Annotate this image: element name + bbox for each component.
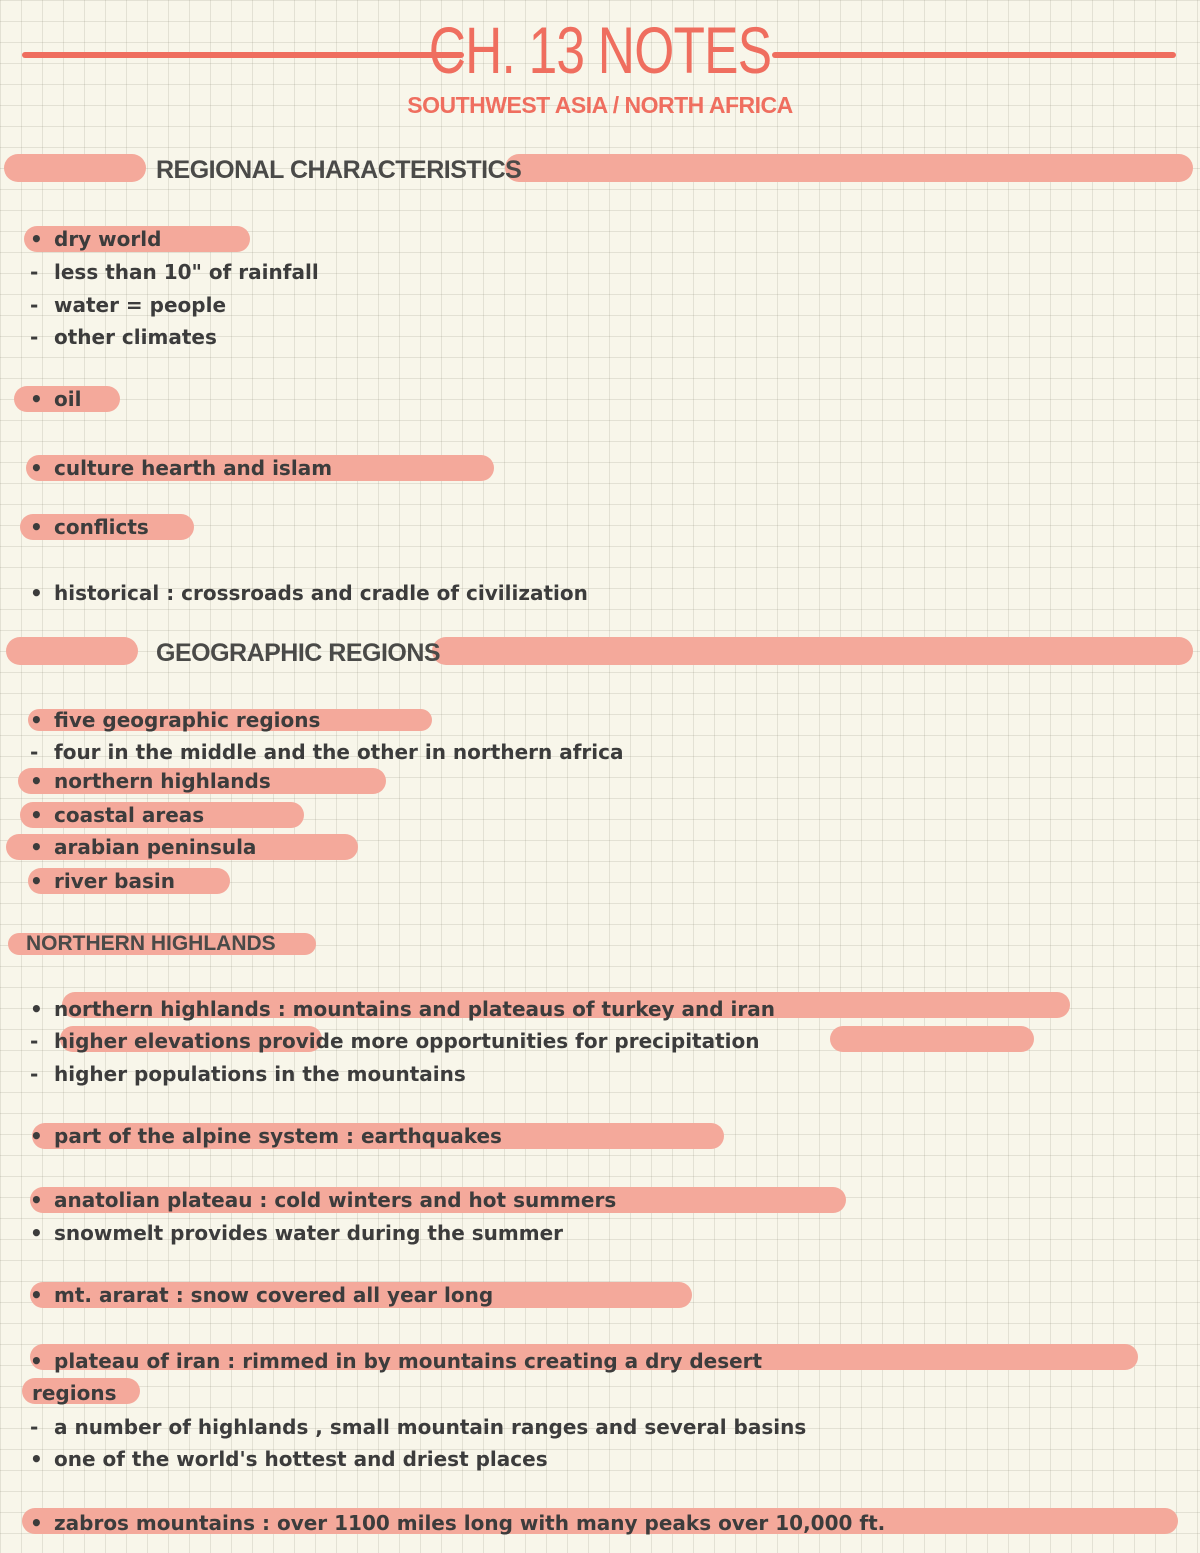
bullet-icon: • <box>30 227 43 251</box>
dash-icon: - <box>30 1062 39 1086</box>
section-bar-left <box>6 637 138 665</box>
list-item: • arabian peninsula <box>30 835 257 859</box>
list-item: • northern highlands : mountains and plateaus of turkey and iran <box>30 997 775 1021</box>
dash-icon: - <box>30 740 39 764</box>
list-item: • one of the world's hottest and driest places <box>30 1447 548 1471</box>
bullet-icon: • <box>30 708 43 732</box>
bullet-icon: • <box>30 515 43 539</box>
dash-icon: - <box>30 1415 39 1439</box>
list-item: - other climates <box>30 325 217 349</box>
list-item: - a number of highlands , small mountain ranges and several basins <box>30 1415 807 1439</box>
dash-icon: - <box>30 1029 39 1053</box>
dash-icon: - <box>30 325 39 349</box>
list-item: • zabros mountains : over 1100 miles long with many peaks over 10,000 ft. <box>30 1511 886 1535</box>
list-item: • dry world <box>30 227 162 251</box>
list-item: - four in the middle and the other in northern africa <box>30 740 624 764</box>
bullet-icon: • <box>30 387 43 411</box>
list-item: • plateau of iran : rimmed in by mountains creating a dry desert <box>30 1349 763 1373</box>
page-subtitle: SOUTHWEST ASIA / NORTH AFRICA <box>407 92 793 118</box>
bullet-icon: • <box>30 581 43 605</box>
section-title-geographic: GEOGRAPHIC REGIONS <box>156 639 441 667</box>
bullet-icon: • <box>30 456 43 480</box>
bullet-icon: • <box>30 997 43 1021</box>
list-item: - higher elevations provide more opportunities for precipitation <box>30 1029 760 1053</box>
list-item: • culture hearth and islam <box>30 456 333 480</box>
bullet-icon: • <box>30 835 43 859</box>
list-item: • anatolian plateau : cold winters and hot summers <box>30 1188 617 1212</box>
list-item: • snowmelt provides water during the summer <box>30 1221 563 1245</box>
list-item: • part of the alpine system : earthquakes <box>30 1124 502 1148</box>
list-item: • historical : crossroads and cradle of civilization <box>30 581 588 605</box>
section-bar-right <box>505 154 1193 182</box>
list-item: • northern highlands <box>30 769 271 793</box>
bullet-icon: • <box>30 769 43 793</box>
list-item: - less than 10" of rainfall <box>30 260 319 284</box>
dash-icon: - <box>30 293 39 317</box>
list-item: • mt. ararat : snow covered all year long <box>30 1283 494 1307</box>
bullet-icon: • <box>30 1188 43 1212</box>
list-item: • conflicts <box>30 515 149 539</box>
list-item: • oil <box>30 387 82 411</box>
bullet-icon: • <box>30 1283 43 1307</box>
bullet-icon: • <box>30 1124 43 1148</box>
section-bar-left <box>4 154 146 182</box>
highlight <box>830 1026 1034 1052</box>
list-item: - higher populations in the mountains <box>30 1062 466 1086</box>
bullet-icon: • <box>30 1447 43 1471</box>
bullet-icon: • <box>30 1511 43 1535</box>
dash-icon: - <box>30 260 39 284</box>
section-title-regional: REGIONAL CHARACTERISTICS <box>156 156 522 184</box>
section-bar-right <box>432 637 1193 665</box>
bullet-icon: • <box>30 1221 43 1245</box>
list-item: regions <box>32 1381 117 1405</box>
page-title: CH. 13 NOTES <box>428 13 772 87</box>
list-item: • five geographic regions <box>30 708 321 732</box>
bullet-icon: • <box>30 803 43 827</box>
bullet-icon: • <box>30 1349 43 1373</box>
list-item: • river basin <box>30 869 175 893</box>
list-item: - water = people <box>30 293 227 317</box>
sub-header-northern: NORTHERN HIGHLANDS <box>26 932 276 955</box>
list-item: • coastal areas <box>30 803 205 827</box>
bullet-icon: • <box>30 869 43 893</box>
